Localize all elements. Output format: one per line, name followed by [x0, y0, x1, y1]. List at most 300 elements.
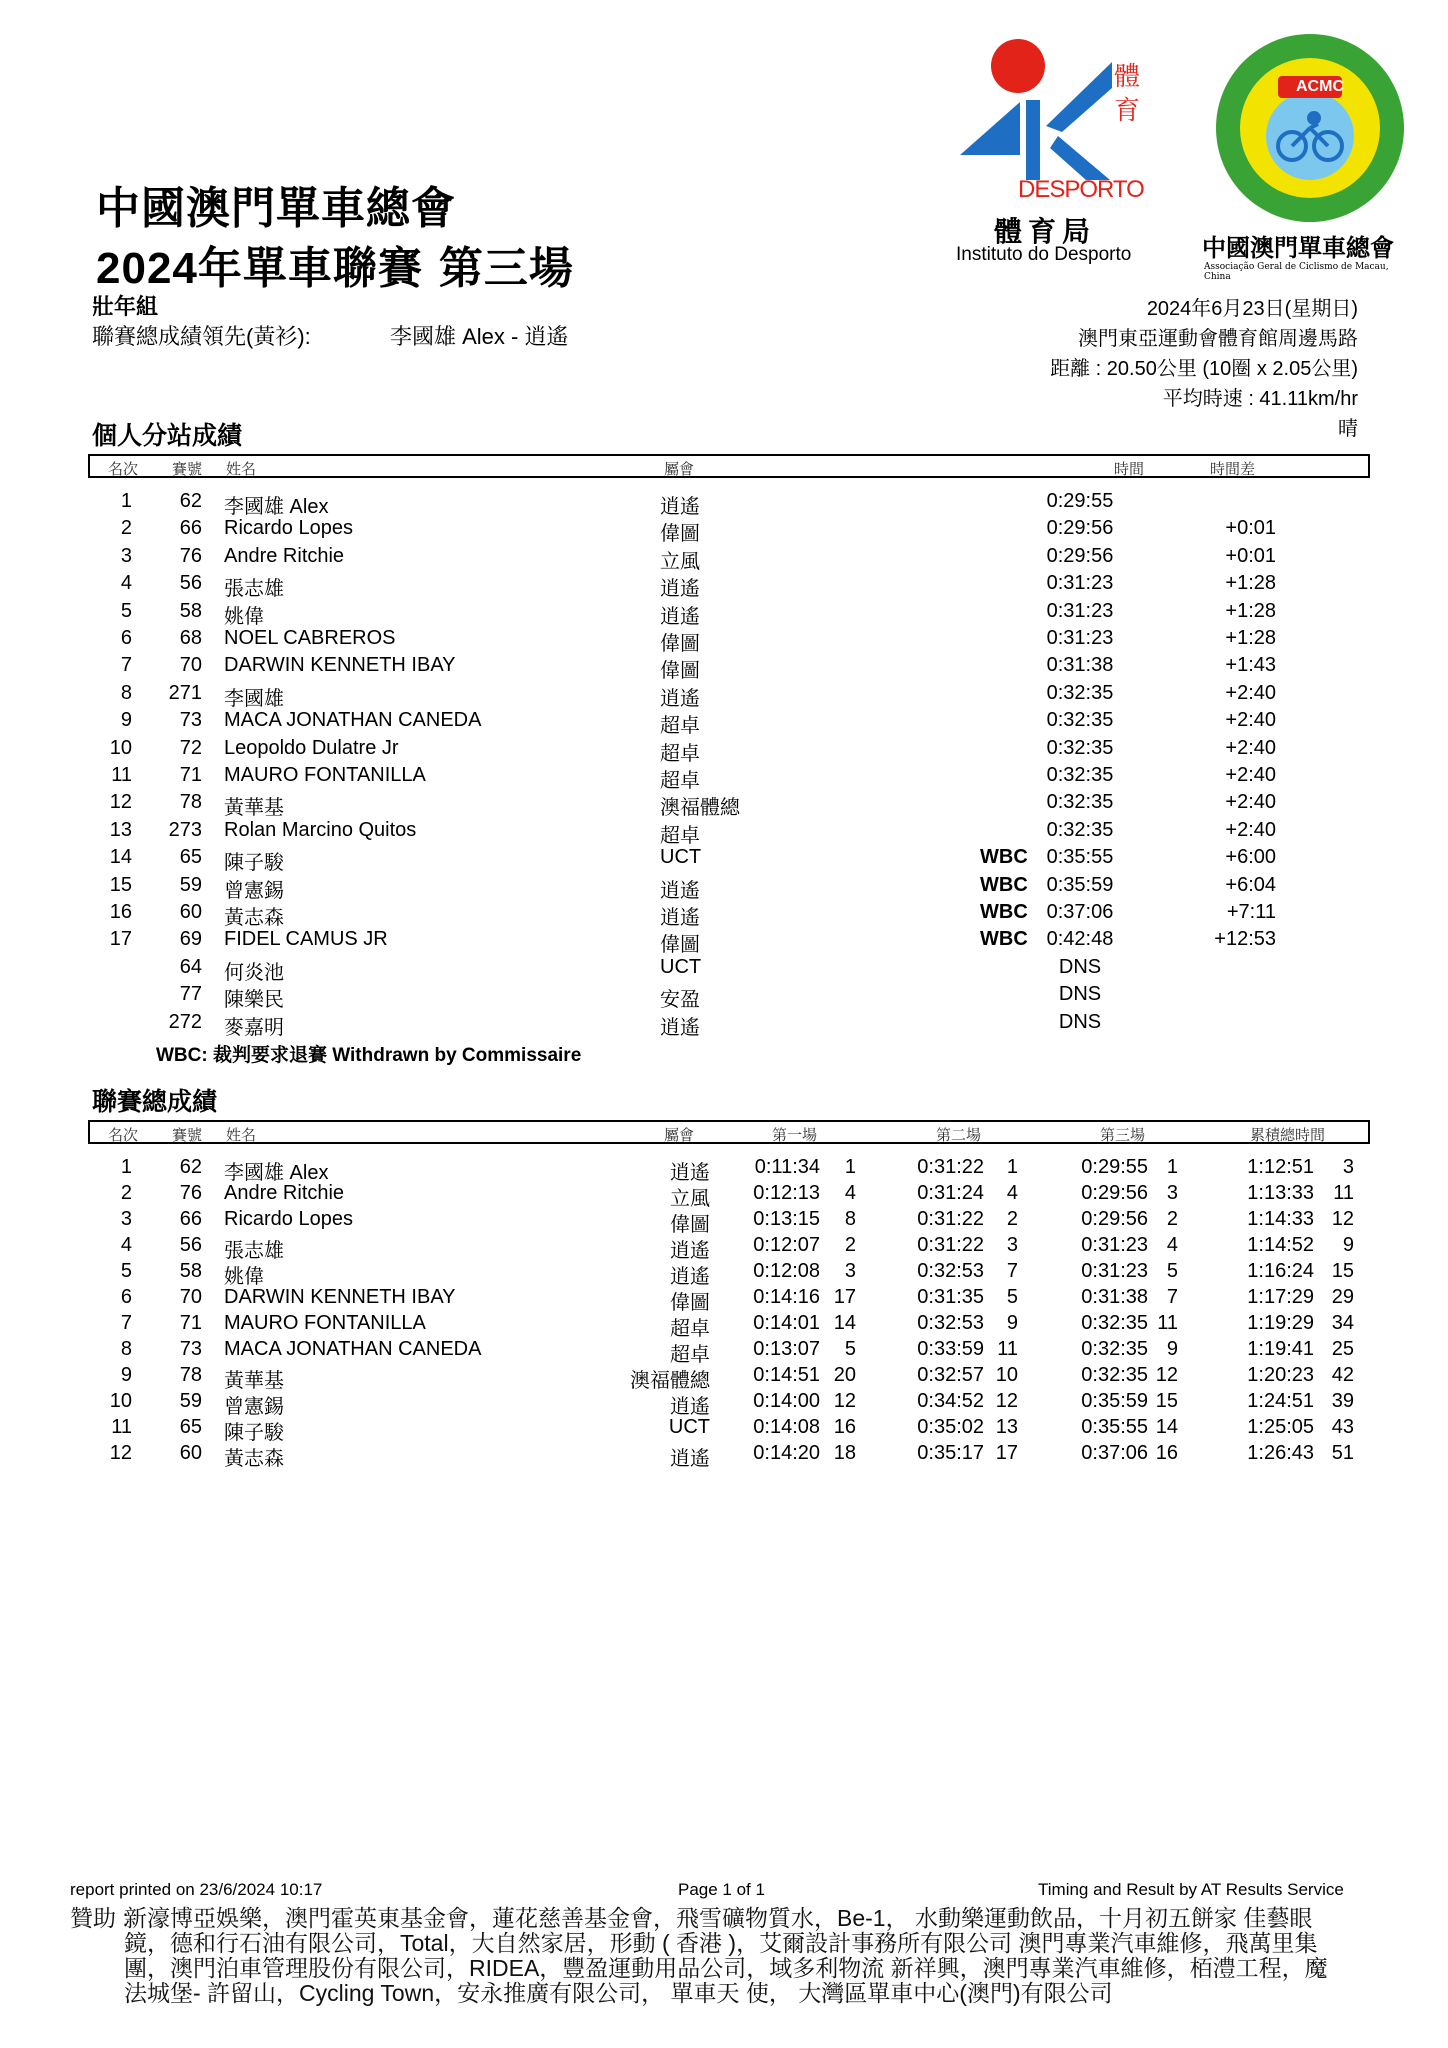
cell-bib: 78 [179, 1364, 202, 1386]
cell-club: 逍遙 [660, 687, 700, 710]
cell-name: Ricardo Lopes [224, 517, 353, 540]
cell-rank: 10 [109, 1390, 132, 1412]
cell-stage2-time: 0:31:24 [917, 1182, 984, 1204]
cell-time: 0:35:59 [1046, 873, 1114, 896]
col-club: 屬會 [664, 1127, 695, 1144]
cell-time: 0:32:35 [1046, 764, 1114, 786]
cell-stage2-place: 4 [1006, 1182, 1018, 1204]
cell-gap: +12:53 [1214, 928, 1276, 951]
cell-name: 張志雄 [224, 578, 284, 601]
cell-bib: 66 [179, 517, 202, 540]
stage-row [0, 983, 1448, 1010]
leader-label: 聯賽總成績領先(黃衫): [92, 324, 311, 349]
cell-club: UCT [660, 846, 702, 869]
cell-stage1-time: 0:14:16 [753, 1286, 820, 1308]
cell-club: 偉圖 [670, 1214, 710, 1236]
cell-stage1-time: 0:14:01 [753, 1312, 820, 1334]
cell-club: 澳福體總 [630, 1370, 710, 1392]
cell-name: DARWIN KENNETH IBAY [224, 1286, 456, 1308]
cell-stage1-time: 0:14:08 [753, 1416, 820, 1438]
cell-stage2-time: 0:34:52 [917, 1390, 984, 1412]
cell-gap: +1:28 [1225, 627, 1276, 649]
cell-points: 15 [1331, 1260, 1354, 1282]
cell-rank: 16 [109, 901, 132, 923]
cell-stage2-time: 0:31:35 [917, 1286, 984, 1308]
cell-name: 姚偉 [224, 1266, 264, 1288]
cell-bib: 62 [179, 490, 202, 512]
cell-name: Andre Ritchie [224, 544, 345, 567]
cell-club: 逍遙 [670, 1240, 710, 1262]
cell-gap: +6:00 [1225, 846, 1276, 869]
cell-name: Rolan Marcino Quitos [224, 818, 417, 841]
cell-stage3-time: 0:29:55 [1081, 1156, 1148, 1178]
printed-on: report printed on 23/6/2024 10:17 [70, 1880, 323, 1899]
cell-gap: +1:28 [1225, 572, 1276, 595]
cell-stage2-time: 0:32:53 [917, 1312, 984, 1334]
cell-stage3-place: 7 [1166, 1286, 1178, 1308]
cell-rank: 3 [120, 1208, 132, 1230]
cell-club: 安盈 [660, 989, 700, 1012]
cell-stage3-time: 0:35:59 [1081, 1390, 1148, 1412]
cell-total: 1:17:29 [1247, 1286, 1314, 1308]
desporto-wordmark: DESPORTO [1018, 176, 1144, 203]
col-stage2: 第二場 [936, 1127, 982, 1144]
cell-stage1-time: 0:14:20 [753, 1442, 820, 1464]
overall-row [0, 1364, 1448, 1391]
cell-gap: +2:40 [1225, 681, 1276, 704]
cell-points: 39 [1331, 1390, 1354, 1412]
cell-points: 9 [1342, 1234, 1354, 1256]
col-bib: 賽號 [172, 1127, 203, 1144]
col-name: 姓名 [226, 1127, 257, 1144]
cell-name: MACA JONATHAN CANEDA [224, 709, 482, 732]
cell-stage2-place: 1 [1006, 1156, 1018, 1178]
cell-stage1-place: 16 [833, 1416, 856, 1438]
cell-rank: 8 [120, 1338, 132, 1360]
stage-row [0, 874, 1448, 901]
org-title: 中國澳門單車總會 [96, 184, 456, 233]
cell-rank: 11 [111, 1416, 132, 1438]
stage-row [0, 572, 1448, 599]
cell-rank: 9 [120, 709, 132, 732]
stage-section-title: 個人分站成績 [92, 422, 243, 450]
cell-club: 逍遙 [670, 1448, 710, 1470]
cell-club: 超卓 [670, 1318, 710, 1340]
cell-stage1-place: 12 [833, 1390, 856, 1412]
cell-stage3-time: 0:32:35 [1081, 1364, 1148, 1386]
event-title-main: 2024年單車聯賽 [96, 244, 423, 293]
cell-total: 1:25:05 [1247, 1416, 1314, 1438]
stage-row [0, 956, 1448, 983]
cell-name: 黃志森 [224, 1448, 284, 1470]
cell-rank: 10 [109, 736, 132, 759]
cell-club: 逍遙 [660, 907, 700, 929]
cell-stage3-time: 0:31:23 [1081, 1260, 1148, 1282]
cell-bib: 60 [179, 901, 202, 923]
cell-bib: 59 [179, 873, 202, 896]
cell-name: Leopoldo Dulatre Jr [224, 736, 399, 759]
cell-club: 逍遙 [660, 578, 700, 601]
cell-rank: 12 [109, 1442, 132, 1464]
cell-name: 黃華基 [224, 797, 284, 820]
cell-stage2-place: 13 [995, 1416, 1018, 1438]
sponsor-label: 贊助 : [70, 1905, 129, 1931]
stage-row [0, 682, 1448, 709]
cell-total: 1:24:51 [1247, 1390, 1314, 1412]
cell-stage2-time: 0:35:02 [917, 1416, 984, 1438]
cell-gap: +2:40 [1225, 818, 1276, 841]
cell-club: 逍遙 [660, 879, 700, 902]
cell-stage1-place: 2 [844, 1234, 856, 1256]
cell-club: 逍遙 [670, 1396, 710, 1418]
acmc-emblem [1200, 28, 1410, 228]
cell-time: 0:35:55 [1046, 846, 1114, 869]
age-group: 壯年組 [92, 294, 159, 319]
stage-row [0, 1011, 1448, 1038]
cell-stage1-place: 20 [833, 1364, 856, 1386]
acmc-cn-name: 中國澳門單車總會 [1202, 233, 1394, 262]
cell-gap: +1:43 [1225, 654, 1276, 677]
cell-stage1-time: 0:12:13 [753, 1182, 820, 1204]
cell-stage1-place: 3 [844, 1260, 856, 1282]
cell-gap: +0:01 [1225, 544, 1276, 567]
cell-points: 11 [1333, 1182, 1354, 1204]
cell-time: 0:31:23 [1046, 572, 1114, 595]
cell-stage1-place: 18 [833, 1442, 856, 1464]
cell-stage1-place: 4 [844, 1182, 856, 1204]
cell-points: 3 [1342, 1156, 1354, 1178]
cell-bib: 71 [179, 1312, 202, 1334]
cell-time: 0:32:35 [1046, 791, 1114, 814]
cell-stage2-time: 0:35:17 [917, 1442, 984, 1464]
cell-stage3-place: 16 [1155, 1442, 1178, 1464]
cell-stage2-time: 0:32:53 [917, 1260, 984, 1282]
cell-stage3-place: 5 [1166, 1260, 1178, 1282]
desporto-logo [950, 30, 1160, 275]
cell-stage1-place: 17 [833, 1286, 856, 1308]
cell-name: 陳樂民 [224, 989, 284, 1012]
cell-club: 立風 [660, 550, 700, 573]
cell-name: 張志雄 [224, 1240, 284, 1262]
cell-time: 0:29:56 [1046, 517, 1114, 540]
desporto-char1: 體 [1114, 61, 1141, 91]
stage-row [0, 791, 1448, 818]
cell-stage1-time: 0:13:07 [753, 1338, 820, 1360]
cell-bib: 58 [179, 1260, 202, 1282]
cell-club: 澳福體總 [660, 797, 740, 820]
cell-club: 超卓 [660, 770, 700, 792]
col-stage3: 第三場 [1100, 1127, 1146, 1144]
cell-name: 姚偉 [224, 605, 264, 628]
stage-row [0, 764, 1448, 791]
cell-rank: 6 [120, 1286, 132, 1308]
cell-stage1-time: 0:12:07 [753, 1234, 820, 1256]
cell-time: 0:32:35 [1046, 736, 1114, 759]
col-stage1: 第一場 [772, 1127, 818, 1144]
stage-row [0, 901, 1448, 928]
cell-stage1-time: 0:13:15 [753, 1208, 820, 1230]
cell-points: 34 [1331, 1312, 1354, 1334]
cell-bib: 73 [179, 709, 202, 732]
cell-stage2-time: 0:31:22 [917, 1156, 984, 1178]
cell-stage3-place: 15 [1155, 1390, 1178, 1412]
acmc-badge-text: ACMC [1296, 78, 1344, 95]
desporto-cn: 體育局 [994, 216, 1097, 247]
cell-total: 1:12:51 [1247, 1156, 1314, 1178]
cell-stage3-time: 0:32:35 [1081, 1338, 1148, 1360]
cell-points: 12 [1331, 1208, 1354, 1230]
col-bib: 賽號 [172, 461, 203, 478]
cell-club: UCT [660, 955, 702, 978]
cell-name: DARWIN KENNETH IBAY [224, 654, 456, 677]
timing-credit: Timing and Result by AT Results Service [1038, 1880, 1344, 1899]
cell-time: 0:32:35 [1046, 709, 1114, 732]
cell-time: 0:31:23 [1046, 599, 1114, 622]
sponsor-list: 新濠博亞娛樂，澳門霍英東基金會，蓮花慈善基金會，飛雪礦物質水，Be-1， 水動樂運動飲品，十月初五餅家 佳藝眼鏡，德和行石油有限公司，Total，大自然家居，形動 ( 香港 )，艾爾設計事務所有限公司 澳門專業汽車維修，飛萬里集團，澳門泊車管理股份有限公司，RIDEA，豐盈運動用品公司，域多利物流 新祥興，澳門專業汽車維修，栢澧工程，魔法城堡- 許留山，Cycling Town，安永推廣有限公司， 單車天 使， 大灣區單車中心(澳門)有限公司 [124, 1905, 1328, 2006]
cell-bib: 58 [179, 599, 202, 622]
cell-bib: 272 [168, 1010, 202, 1033]
cell-total: 1:14:52 [1247, 1234, 1314, 1256]
cell-points: 42 [1331, 1364, 1354, 1386]
cell-rank: 15 [109, 873, 132, 896]
cell-rank: 1 [120, 490, 132, 512]
cell-name: 陳子駿 [224, 852, 284, 875]
cell-stage2-place: 7 [1006, 1260, 1018, 1282]
cell-rank: 7 [120, 654, 132, 677]
cell-stage2-time: 0:31:22 [917, 1234, 984, 1256]
cell-stage2-place: 17 [995, 1442, 1018, 1464]
cell-stage3-place: 3 [1166, 1182, 1178, 1204]
cell-club: 偉圖 [670, 1292, 710, 1314]
cell-club: 逍遙 [660, 496, 700, 518]
cell-gap: +2:40 [1225, 764, 1276, 786]
sponsors [70, 1906, 1330, 2006]
cell-name: 黃華基 [224, 1370, 284, 1392]
cell-stage2-place: 5 [1006, 1286, 1018, 1308]
cell-club: 偉圖 [660, 523, 700, 546]
cell-stage3-place: 1 [1166, 1156, 1178, 1178]
cell-stage1-place: 14 [833, 1312, 856, 1334]
cell-bib: 273 [168, 818, 202, 841]
cell-bib: 56 [179, 572, 202, 595]
cell-points: 43 [1331, 1416, 1354, 1438]
cell-stage3-place: 11 [1157, 1312, 1178, 1334]
cell-stage2-place: 11 [997, 1338, 1018, 1360]
cell-name: Andre Ritchie [224, 1182, 345, 1204]
cell-name: Ricardo Lopes [224, 1208, 353, 1230]
cell-name: MACA JONATHAN CANEDA [224, 1338, 482, 1360]
cell-time: 0:37:06 [1046, 901, 1114, 923]
stage-row [0, 545, 1448, 572]
cell-points: 51 [1331, 1442, 1354, 1464]
cell-time: 0:32:35 [1046, 681, 1114, 704]
col-total: 累積總時間 [1250, 1127, 1326, 1144]
cell-time: DNS [1058, 955, 1102, 978]
cell-bib: 66 [179, 1208, 202, 1230]
cell-stage1-place: 5 [844, 1338, 856, 1360]
cell-stage3-time: 0:37:06 [1081, 1442, 1148, 1464]
stage-table-header [88, 454, 1370, 478]
cell-gap: +0:01 [1225, 517, 1276, 540]
cell-time: 0:31:38 [1046, 654, 1114, 677]
acmc-pt-name: Associação Geral de Ciclismo de Macau, China [1204, 262, 1389, 282]
cell-stage3-place: 2 [1166, 1208, 1178, 1230]
cell-points: 25 [1331, 1338, 1354, 1360]
cell-name: FIDEL CAMUS JR [224, 928, 388, 951]
desporto-en: Instituto do Desporto [956, 244, 1132, 265]
overall-row [0, 1260, 1448, 1287]
cell-gap: +2:40 [1225, 709, 1276, 732]
cell-stage2-place: 3 [1006, 1234, 1018, 1256]
cell-club: 超卓 [660, 715, 700, 738]
cell-bib: 70 [179, 654, 202, 677]
overall-row [0, 1442, 1448, 1469]
cell-time: 0:42:48 [1046, 928, 1114, 951]
stage-row [0, 627, 1448, 654]
cell-rank: 17 [109, 928, 132, 951]
cell-bib: 76 [179, 544, 202, 567]
cell-stage3-time: 0:31:23 [1081, 1234, 1148, 1256]
cell-bib: 68 [179, 627, 202, 649]
overall-row [0, 1390, 1448, 1417]
cell-bib: 59 [179, 1390, 202, 1412]
cell-gap: +6:04 [1225, 873, 1276, 896]
cell-rank: 2 [120, 1182, 132, 1204]
acmc-logo [1200, 28, 1410, 282]
stage-row [0, 928, 1448, 955]
cell-bib: 64 [179, 955, 202, 978]
col-rank: 名次 [108, 1127, 139, 1144]
cell-club: 超卓 [660, 824, 700, 847]
cell-stage2-place: 10 [995, 1364, 1018, 1386]
col-time: 時間 [1114, 461, 1145, 478]
cell-stage3-place: 12 [1155, 1364, 1178, 1386]
page-number: Page 1 of 1 [678, 1880, 765, 1899]
cell-total: 1:26:43 [1247, 1442, 1314, 1464]
race-weather: 晴 [1338, 418, 1358, 440]
cell-stage2-time: 0:32:57 [917, 1364, 984, 1386]
cell-bib: 60 [179, 1442, 202, 1464]
cell-club: 立風 [670, 1188, 710, 1210]
cell-name: 何炎池 [224, 961, 284, 984]
cell-club: 逍遙 [660, 605, 700, 628]
cell-stage1-place: 1 [844, 1156, 856, 1178]
stage-row [0, 846, 1448, 873]
cell-time: DNS [1058, 1010, 1102, 1033]
event-title [96, 232, 590, 296]
cell-stage1-time: 0:14:51 [753, 1364, 820, 1386]
cell-stage3-time: 0:31:38 [1081, 1286, 1148, 1308]
cell-points: 29 [1331, 1286, 1354, 1308]
cell-rank: 4 [120, 1234, 132, 1256]
cell-stage3-time: 0:32:35 [1081, 1312, 1148, 1334]
cell-gap: +7:11 [1226, 901, 1276, 923]
col-club: 屬會 [664, 461, 695, 478]
stage-row [0, 490, 1448, 517]
cell-rank: 11 [111, 764, 132, 786]
cell-time: 0:32:35 [1046, 818, 1114, 841]
cell-stage2-place: 12 [995, 1390, 1018, 1412]
overall-section-title: 聯賽總成績 [92, 1088, 218, 1116]
overall-row [0, 1208, 1448, 1235]
overall-row [0, 1286, 1448, 1313]
cell-stage2-place: 2 [1006, 1208, 1018, 1230]
overall-table-header [88, 1120, 1370, 1144]
cell-stage1-time: 0:14:00 [753, 1390, 820, 1412]
cell-bib: 62 [179, 1156, 202, 1178]
cell-bib: 72 [179, 736, 202, 759]
cell-name: 李國雄 [224, 687, 284, 710]
cell-stage1-place: 8 [844, 1208, 856, 1230]
cell-club: UCT [668, 1416, 710, 1438]
cell-stage2-place: 9 [1006, 1312, 1018, 1334]
col-gap: 時間差 [1210, 461, 1256, 478]
stage-row [0, 517, 1448, 544]
col-rank: 名次 [108, 461, 139, 478]
cell-rank: 8 [120, 681, 132, 704]
cell-name: 李國雄 Alex [224, 496, 329, 518]
cell-flag: WBC [980, 873, 1028, 896]
cell-stage3-place: 9 [1166, 1338, 1178, 1360]
cell-total: 1:16:24 [1247, 1260, 1314, 1282]
cell-bib: 77 [179, 983, 202, 1006]
cell-bib: 56 [179, 1234, 202, 1256]
cell-flag: WBC [980, 901, 1028, 923]
race-venue: 澳門東亞運動會體育館周邊馬路 [1078, 328, 1358, 350]
cell-club: 偉圖 [660, 934, 700, 957]
cell-stage1-time: 0:12:08 [753, 1260, 820, 1282]
cell-rank: 6 [120, 627, 132, 649]
cell-name: MAURO FONTANILLA [224, 764, 426, 786]
leader-value: 李國雄 Alex - 逍遙 [390, 324, 569, 349]
race-date: 2024年6月23日(星期日) [1146, 298, 1358, 320]
cell-bib: 71 [179, 764, 202, 786]
cell-stage3-time: 0:29:56 [1081, 1208, 1148, 1230]
cell-bib: 65 [179, 846, 202, 869]
cell-bib: 76 [179, 1182, 202, 1204]
cell-club: 偉圖 [660, 660, 700, 683]
cell-stage2-time: 0:31:22 [917, 1208, 984, 1230]
race-avg-speed: 平均時速 : 41.11km/hr [1162, 388, 1358, 410]
cell-bib: 65 [179, 1416, 202, 1438]
cell-club: 逍遙 [670, 1162, 710, 1184]
cell-name: 曾憲錫 [224, 1396, 284, 1418]
cell-rank: 1 [120, 1156, 132, 1178]
stage-row [0, 709, 1448, 736]
stage-row [0, 819, 1448, 846]
cell-time: 0:29:56 [1046, 544, 1114, 567]
wbc-note: WBC: 裁判要求退賽 Withdrawn by Commissaire [156, 1045, 582, 1066]
cell-rank: 12 [109, 791, 132, 814]
cell-name: NOEL CABREROS [224, 627, 396, 649]
cell-stage3-time: 0:35:55 [1081, 1416, 1148, 1438]
overall-row [0, 1234, 1448, 1261]
cell-stage3-place: 14 [1155, 1416, 1178, 1438]
cell-gap: +2:40 [1225, 791, 1276, 814]
stage-row [0, 654, 1448, 681]
cell-club: 逍遙 [660, 1016, 700, 1039]
cell-bib: 73 [179, 1338, 202, 1360]
cell-total: 1:20:23 [1247, 1364, 1314, 1386]
cell-rank: 2 [120, 517, 132, 540]
cell-rank: 4 [120, 572, 132, 595]
cell-flag: WBC [980, 928, 1028, 951]
cell-bib: 78 [179, 791, 202, 814]
cell-name: 黃志森 [224, 907, 284, 929]
cell-gap: +1:28 [1225, 599, 1276, 622]
race-distance: 距離 : 20.50公里 (10圈 x 2.05公里) [1050, 358, 1358, 380]
cell-stage3-time: 0:29:56 [1081, 1182, 1148, 1204]
